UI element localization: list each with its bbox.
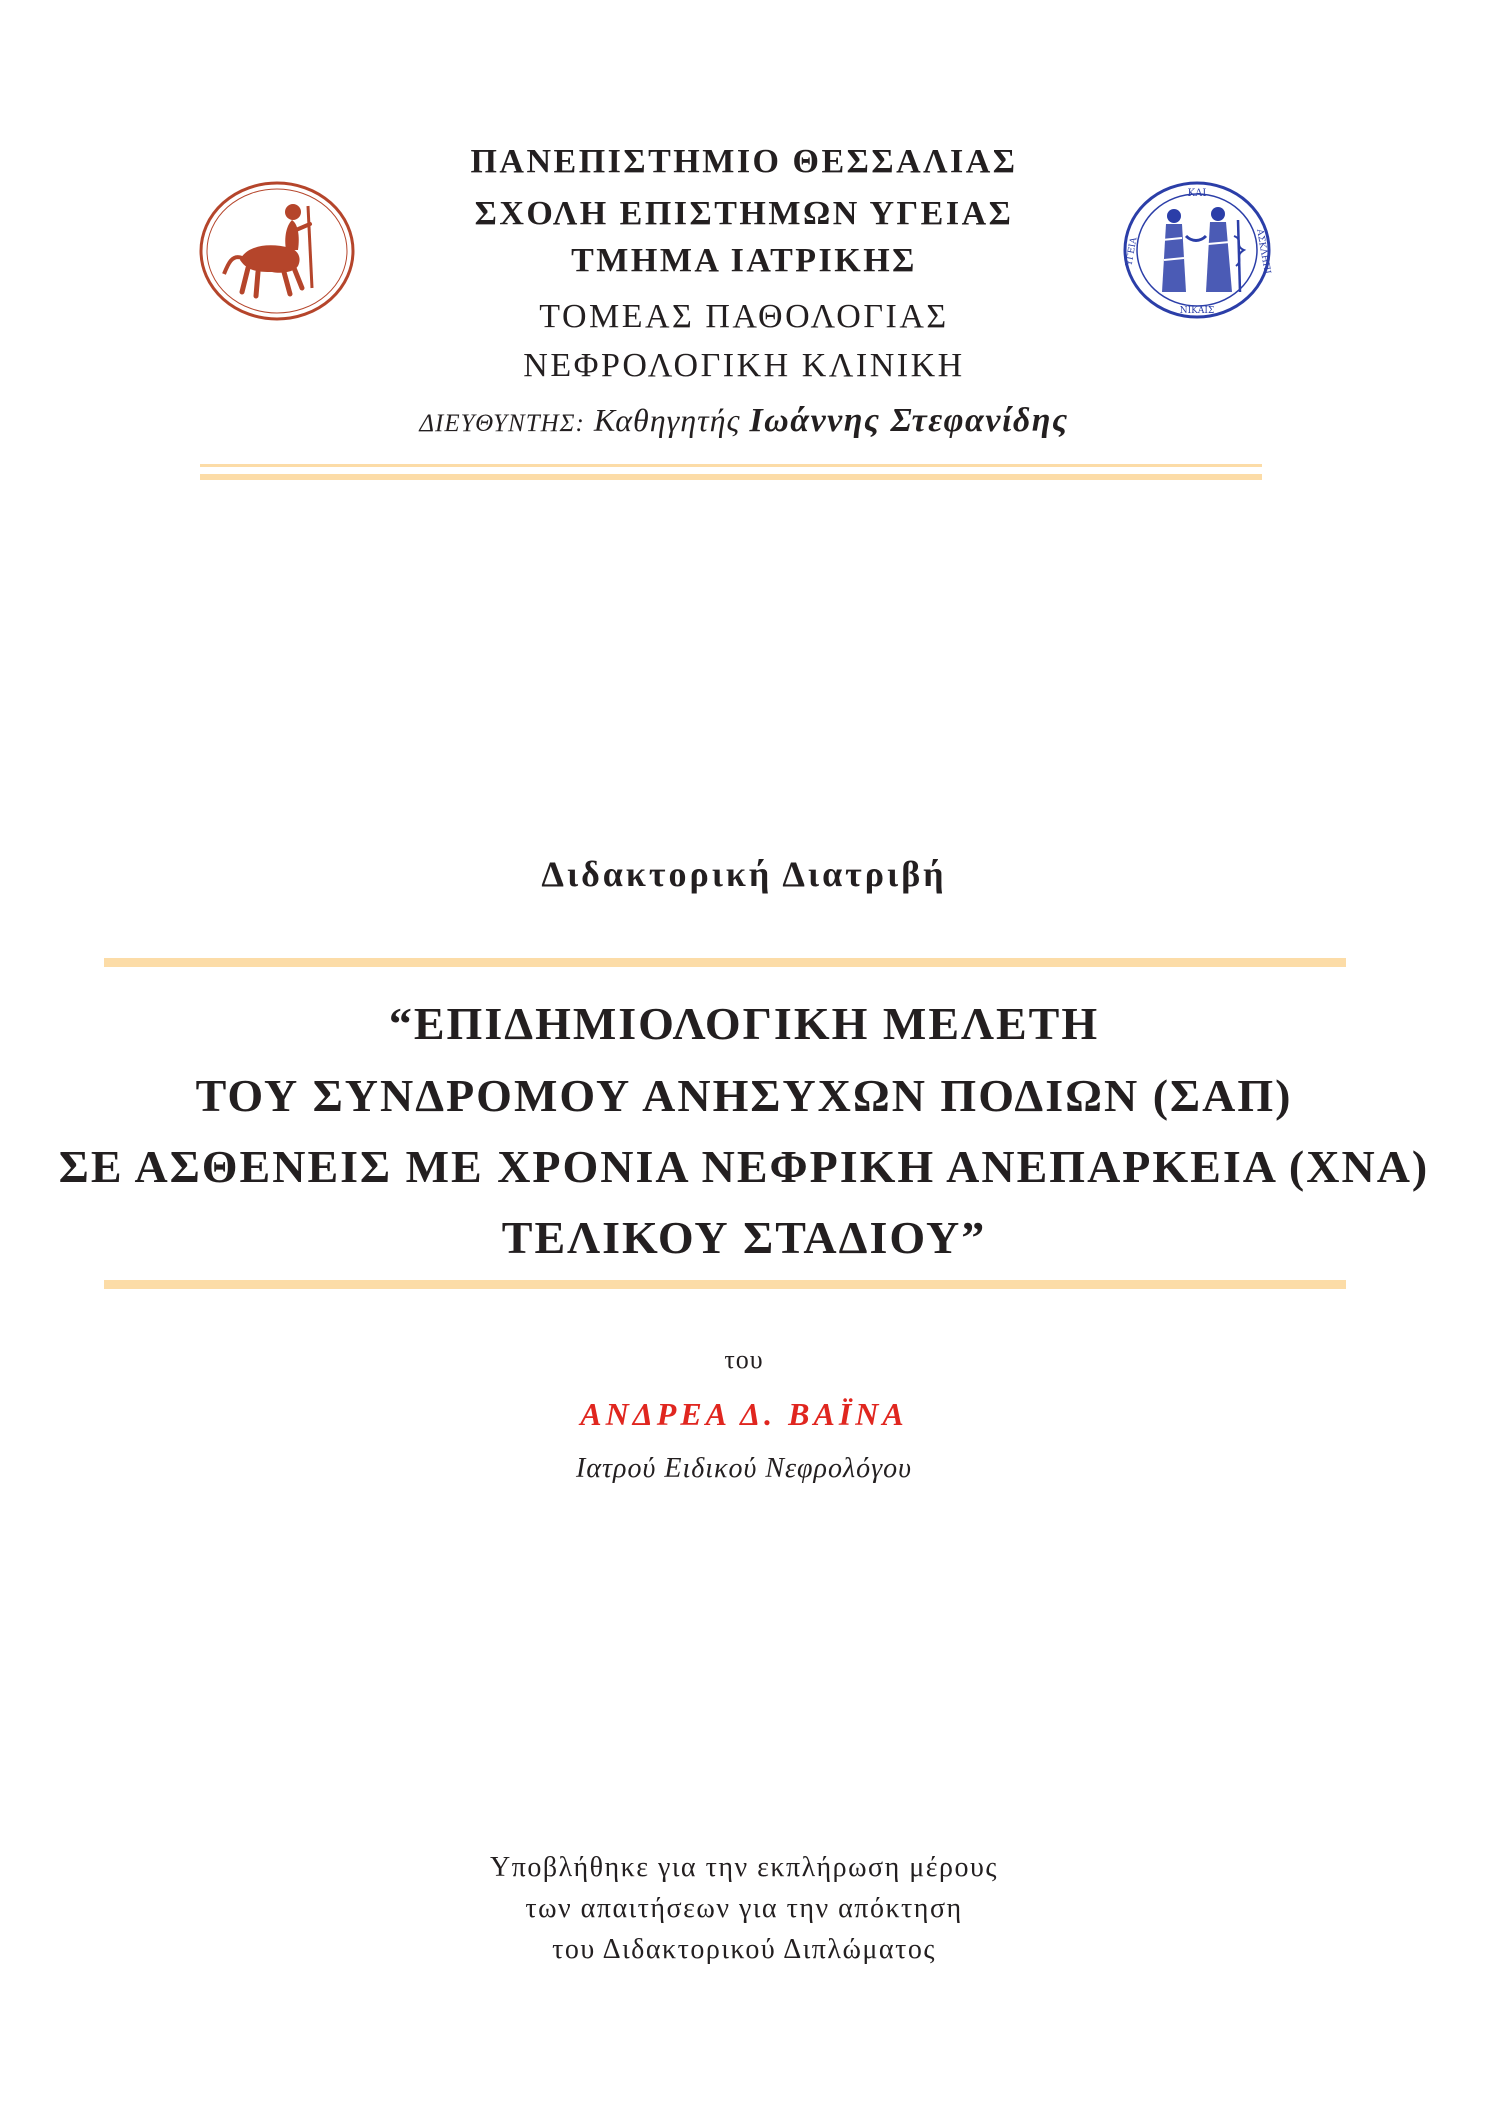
title-line-4: ΤΕΛΙΚΟΥ ΣΤΑΔΙΟΥ”	[501, 1212, 987, 1263]
seal-text-left: ΥΓΕΙΑ	[1124, 236, 1140, 267]
title-rule-top	[104, 958, 1346, 967]
footer-line-3: του Διδακτορικού Διπλώματος	[552, 1934, 936, 1965]
title-line-1: “ΕΠΙΔΗΜΙΟΛΟΓΙΚΗ ΜΕΛΕΤΗ	[388, 998, 1100, 1049]
seal-text-right: ΑΣΚΛΗΠΙ	[1254, 228, 1272, 275]
seal-text-bottom: ΝΙΚΑΙΣ	[1179, 306, 1215, 316]
director-line	[0, 402, 1488, 440]
footer-line-1: Υποβλήθηκε για την εκπλήρωση μέρους	[490, 1852, 998, 1883]
title-rule-bottom	[104, 1280, 1346, 1289]
clinic-name: ΝΕΦΡΟΛΟΓΙΚΗ ΚΛΙΝΙΚΗ	[523, 347, 965, 384]
school-name: ΣΧΟΛΗ ΕΠΙΣΤΗΜΩΝ ΥΓΕΙΑΣ	[474, 195, 1014, 232]
seal-text-top: ΚΑΙ	[1187, 188, 1207, 199]
document-type: Διδακτορική Διατριβή	[541, 854, 947, 894]
department-name: ΤΜΗΜΑ ΙΑΤΡΙΚΗΣ	[571, 242, 917, 279]
author-profession: Ιατρού Ειδικού Νεφρολόγου	[576, 1453, 912, 1484]
header-rule-bottom	[200, 474, 1262, 480]
sector-name: ΤΟΜΕΑΣ ΠΑΘΟΛΟΓΙΑΣ	[539, 298, 949, 335]
author-name: ΑΝΔΡΕΑ Δ. ΒΑΪΝΑ	[580, 1396, 908, 1432]
director-title: Καθηγητής	[593, 402, 741, 438]
title-line-2: ΤΟΥ ΣΥΝΔΡΟΜΟΥ ΑΝΗΣΥΧΩΝ ΠΟΔΙΩΝ (ΣΑΠ)	[195, 1070, 1293, 1121]
director-label: ΔΙΕΥΘΥΝΤΗΣ:	[419, 410, 585, 437]
director-name: Ιωάννης Στεφανίδης	[749, 402, 1069, 439]
title-line-3: ΣΕ ΑΣΘΕΝΕΙΣ ΜΕ ΧΡΟΝΙΑ ΝΕΦΡΙΚΗ ΑΝΕΠΑΡΚΕΙΑ (ΧΝΑ)	[58, 1141, 1430, 1192]
footer-line-2: των απαιτήσεων για την απόκτηση	[525, 1893, 963, 1924]
header-rule-top	[200, 464, 1262, 467]
by-label: του	[724, 1345, 764, 1374]
university-name: ΠΑΝΕΠΙΣΤΗΜΙΟ ΘΕΣΣΑΛΙΑΣ	[470, 143, 1018, 180]
